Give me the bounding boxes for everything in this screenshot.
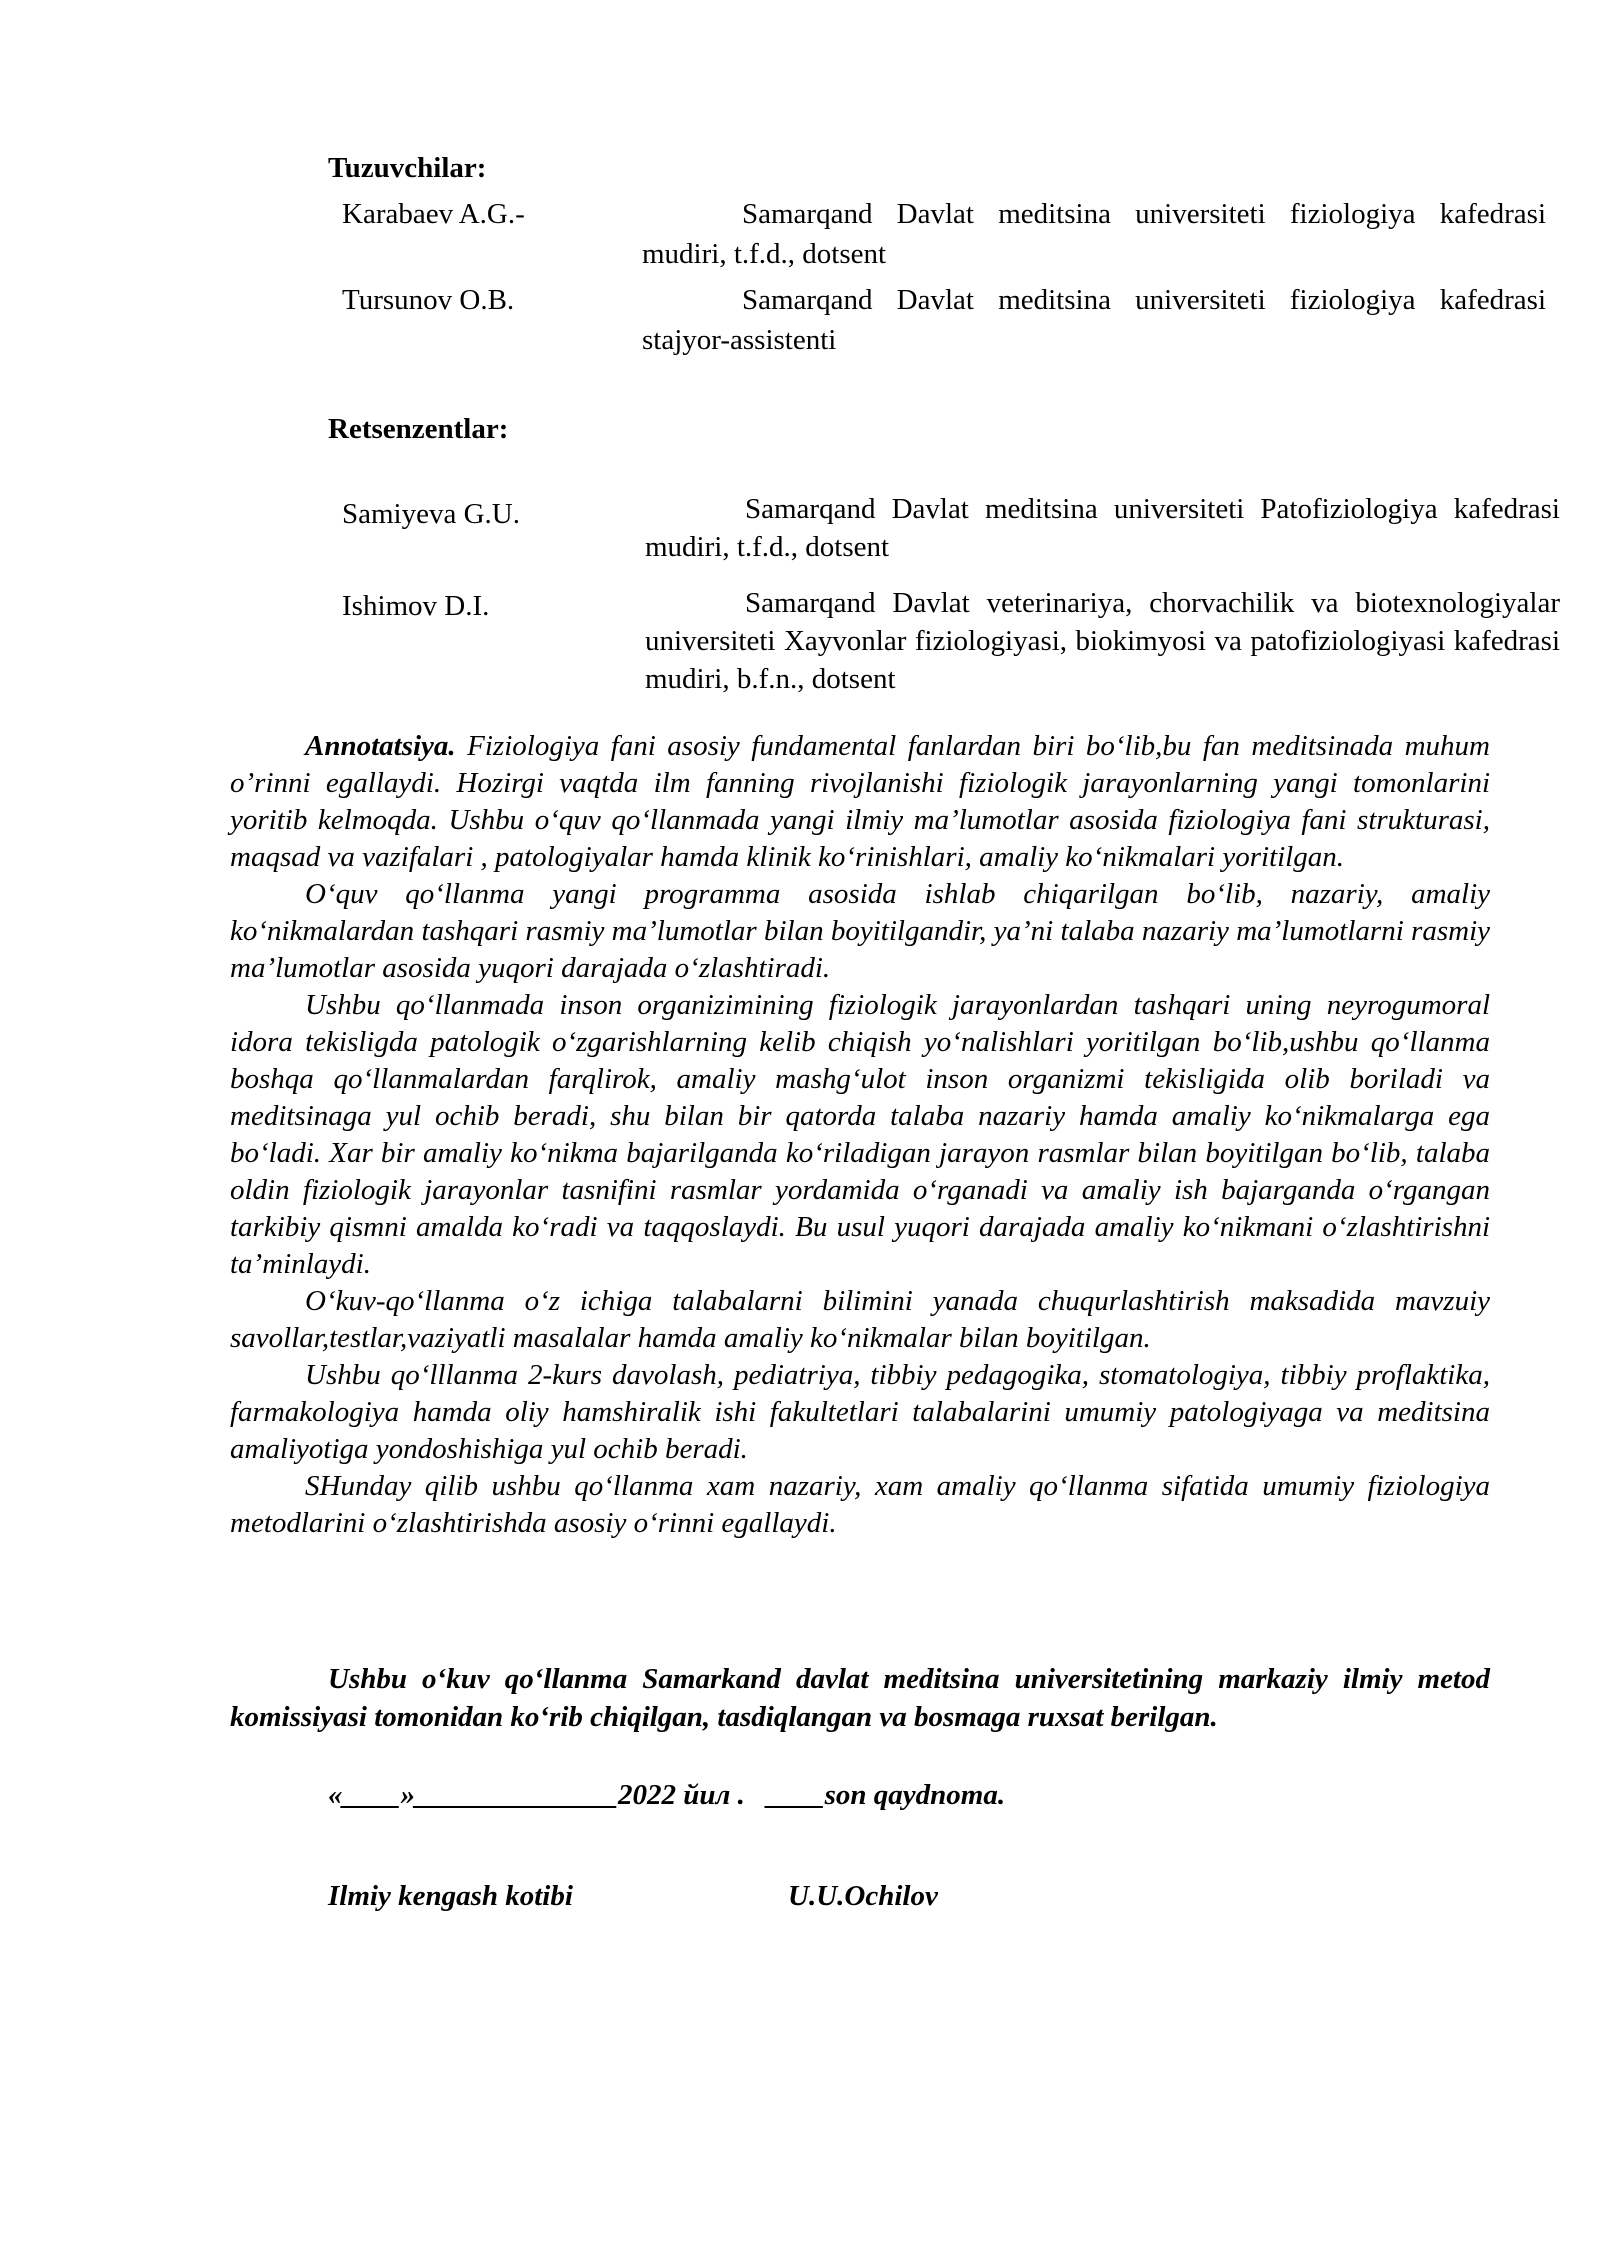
approval-date-line: «____»______________2022 йил . ____son qaydnoma. <box>328 1779 1006 1811</box>
approval-statement: Ushbu o‘kuv qo‘llanma Samarkand davlat meditsina universitetining markaziy ilmiy metod komissiyasi tomonidan ko‘rib chiqilgan, tasdiqlangan va bosmaga ruxsat berilgan. <box>230 1663 1490 1733</box>
author-entry <box>342 280 1562 360</box>
reviewer-description: Samarqand Davlat veterinariya, chorvachilik va biotexnologiyalar universiteti Xayvonlar fiziologiyasi, biokimyosi va patofiziologiyasi kafedrasi mudiri, b.f.n., dotsent <box>645 587 1560 695</box>
annotation-paragraph: SHunday qilib ushbu qo‘llanma xam nazariy, xam amaliy qo‘llanma sifatida umumiy fiziologiya metodlarini o‘zlashtirishda asosiy o‘rinni egallaydi. <box>230 1470 1490 1539</box>
reviewers-heading: Retsenzentlar: <box>328 413 509 445</box>
annotation-paragraph: O‘kuv-qo‘llanma o‘z ichiga talabalarni bilimini yanada chuqurlashtirish maksadida mavzuiy savollar,testlar,vaziyatli masalalar hamda amaliy ko‘nikmalar bilan boyitilgan. <box>230 1285 1490 1354</box>
reviewer-name: Ishimov D.I. <box>342 590 490 622</box>
author-name: Karabaev A.G.- <box>342 198 525 230</box>
author-entry <box>342 194 1562 274</box>
author-name: Tursunov O.B. <box>342 284 515 316</box>
annotation-lead: Annotatsiya. <box>305 730 456 762</box>
signatory-name: U.U.Ochilov <box>788 1880 938 1912</box>
annotation-paragraph: O‘quv qo‘llanma yangi programma asosida ishlab chiqarilgan bo‘lib, nazariy, amaliy ko‘nikmalardan tashqari rasmiy ma’lumotlar bilan boyitilgandir, ya’ni talaba nazariy ma’lumotlarni rasmiy ma’lumotlar asosida yuqori darajada o‘zlashtiradi. <box>230 878 1490 984</box>
signatory-title: Ilmiy kengash kotibi <box>328 1880 573 1912</box>
annotation <box>230 728 1490 1542</box>
author-description: Samarqand Davlat meditsina universiteti fiziologiya kafedrasi stajyor-assistenti <box>642 284 1546 356</box>
authors-heading: Tuzuvchilar: <box>328 152 487 184</box>
annotation-paragraph: Ushbu qo‘lllanma 2-kurs davolash, pediatriya, tibbiy pedagogika, stomatologiya, tibbiy proflaktika, farmakologiya hamda oliy hamshiralik ishi fakultetlari talabalarini umumiy patologiyaga va meditsina amaliyotiga yondoshishiga yul ochib beradi. <box>230 1359 1490 1465</box>
reviewer-description: Samarqand Davlat meditsina universiteti Patofiziologiya kafedrasi mudiri, t.f.d., dotsent <box>645 493 1560 563</box>
author-description: Samarqand Davlat meditsina universiteti fiziologiya kafedrasi mudiri, t.f.d., dotsent <box>642 198 1546 270</box>
reviewer-entry <box>342 584 1562 704</box>
reviewer-name: Samiyeva G.U. <box>342 498 520 530</box>
annotation-paragraph: Ushbu qo‘llanmada inson organizimining fiziologik jarayonlardan tashqari uning neyrogumoral idora tekisligda patologik o‘zgarishlarning kelib chiqish yo‘nalishlari yoritilgan bo‘lib,ushbu qo‘llanma boshqa qo‘llanmalardan farqlirok, amaliy mashg‘ulot inson organizmi tekisligida olib boriladi va meditsinaga yul ochib beradi, shu bilan bir qatorda talaba nazariy hamda amaliy ko‘nikmalarga ega bo‘ladi. Xar bir amaliy ko‘nikma bajarilganda ko‘riladigan jarayon rasmlar bilan boyitilgan bo‘lib, talaba oldin fiziologik jarayonlar tasnifini rasmlar yordamida o‘rganadi va amaliy ish bajarganda o‘rgangan tarkibiy qismni amalda ko‘radi va taqqoslaydi. Bu usul yuqori darajada amaliy ko‘nikmani o‘zlashtirishni ta’minlaydi. <box>230 989 1490 1280</box>
annotation-first-text: Fiziologiya fani asosiy fundamental fanlardan biri bo‘lib,bu fan meditsinada muhum o’rinni egallaydi. Hozirgi vaqtda ilm fanning rivojlanishi fiziologik jarayonlarning yangi tomonlarini yoritib kelmoqda. Ushbu o‘quv qo‘llanmada yangi ilmiy ma’lumotlar asosida fiziologiya fani strukturasi, maqsad va vazifalari , patologiyalar hamda klinik ko‘rinishlari, amaliy ko‘nikmalari yoritilgan. <box>230 730 1490 873</box>
reviewer-entry <box>342 490 1562 570</box>
annotation-paragraph <box>230 728 1490 876</box>
